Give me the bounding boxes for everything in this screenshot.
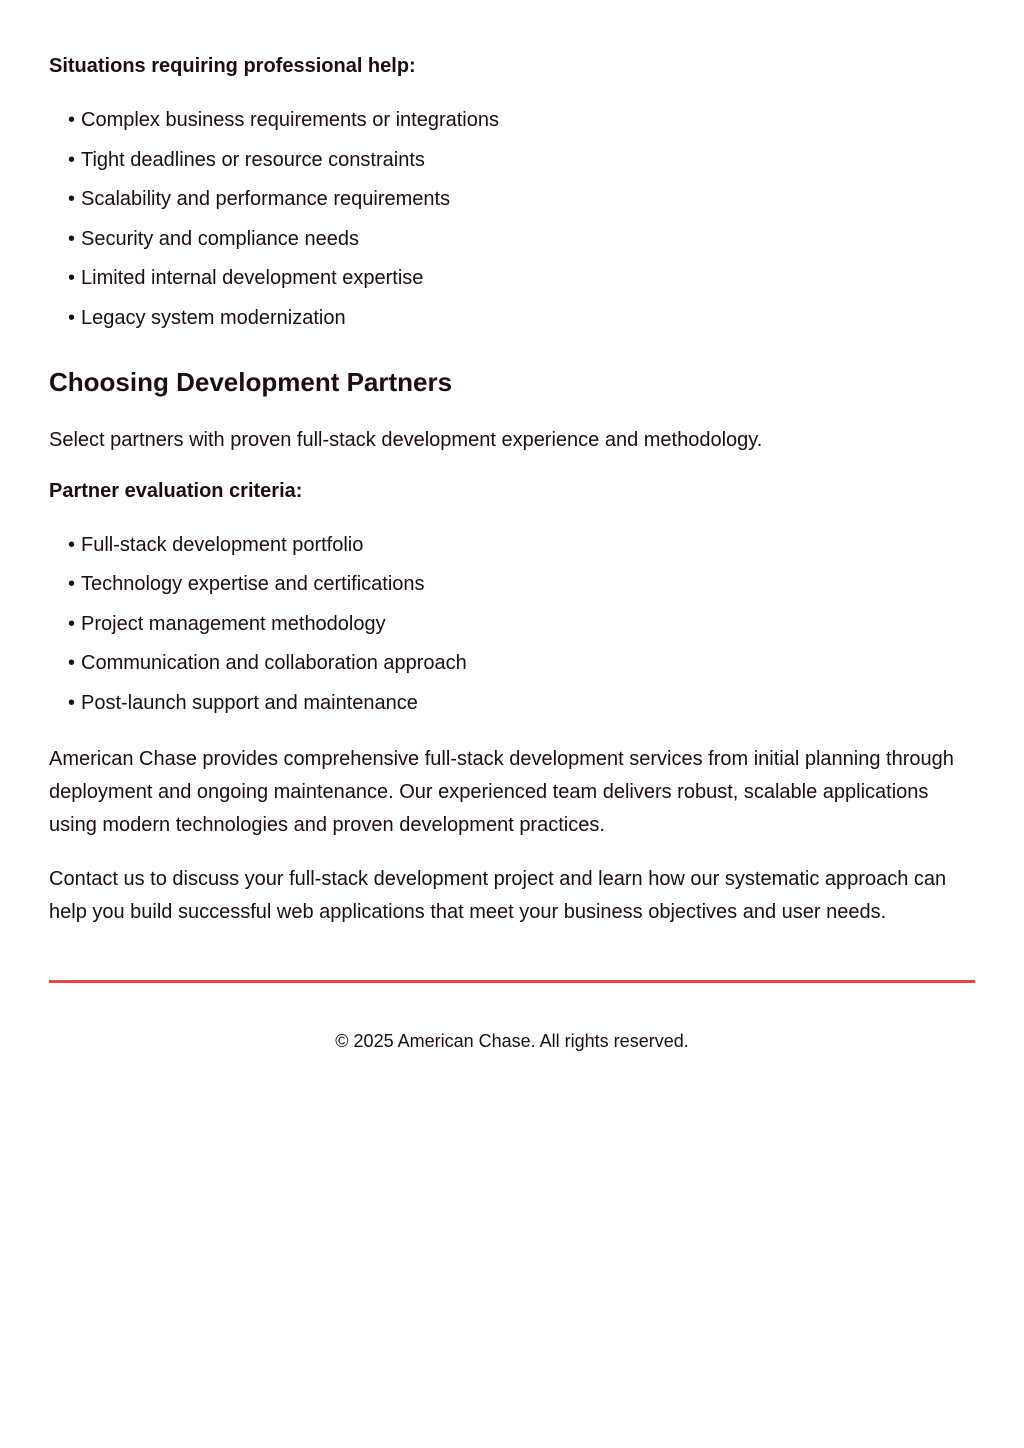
bullet-icon: • xyxy=(68,533,76,556)
bullet-icon: • xyxy=(68,188,76,210)
list-item: • Tight deadlines or resource constraints xyxy=(68,148,425,171)
bullet-icon: • xyxy=(68,109,76,131)
bullet-icon: • xyxy=(68,691,76,714)
bullet-icon: • xyxy=(68,652,76,674)
bullet-icon: • xyxy=(68,306,76,329)
section-title: Choosing Development Partners xyxy=(49,366,453,397)
list-item: • Technology expertise and certifications xyxy=(68,573,425,595)
bullet-icon: • xyxy=(68,267,76,289)
list-item: • Full-stack development portfolio xyxy=(68,533,364,556)
professional-help-list xyxy=(49,107,975,331)
bullet-icon: • xyxy=(68,227,76,250)
list-item: • Scalability and performance requirements xyxy=(68,188,451,210)
criteria-list xyxy=(49,532,975,716)
services-paragraph: American Chase provides comprehensive full-stack development services from initial planning through deployment and ongoing maintenance. Our experienced team delivers robust, scalable applications using modern technologies and proven development practices. xyxy=(49,747,954,836)
bullet-icon: • xyxy=(68,612,76,635)
list-item: • Project management methodology xyxy=(68,612,386,635)
bullet-icon: • xyxy=(68,573,76,595)
copyright-text: © 2025 American Chase. All rights reserved. xyxy=(335,1030,689,1051)
bullet-icon: • xyxy=(68,148,76,171)
partners-intro: Select partners with proven full-stack development experience and methodology. xyxy=(49,428,763,451)
list-item: • Complex business requirements or integrations xyxy=(68,109,499,131)
list-item: • Legacy system modernization xyxy=(68,306,346,329)
professional-help-heading: Situations requiring professional help: xyxy=(49,55,416,77)
list-item: • Post-launch support and maintenance xyxy=(68,691,418,714)
criteria-heading: Partner evaluation criteria: xyxy=(49,479,303,502)
contact-paragraph: Contact us to discuss your full-stack development project and learn how our systematic approach can help you build successful web applications that meet your business objectives and user needs. xyxy=(49,867,947,923)
list-item: • Security and compliance needs xyxy=(68,227,359,250)
list-item: • Communication and collaboration approach xyxy=(68,652,467,674)
list-item: • Limited internal development expertise xyxy=(68,267,424,289)
